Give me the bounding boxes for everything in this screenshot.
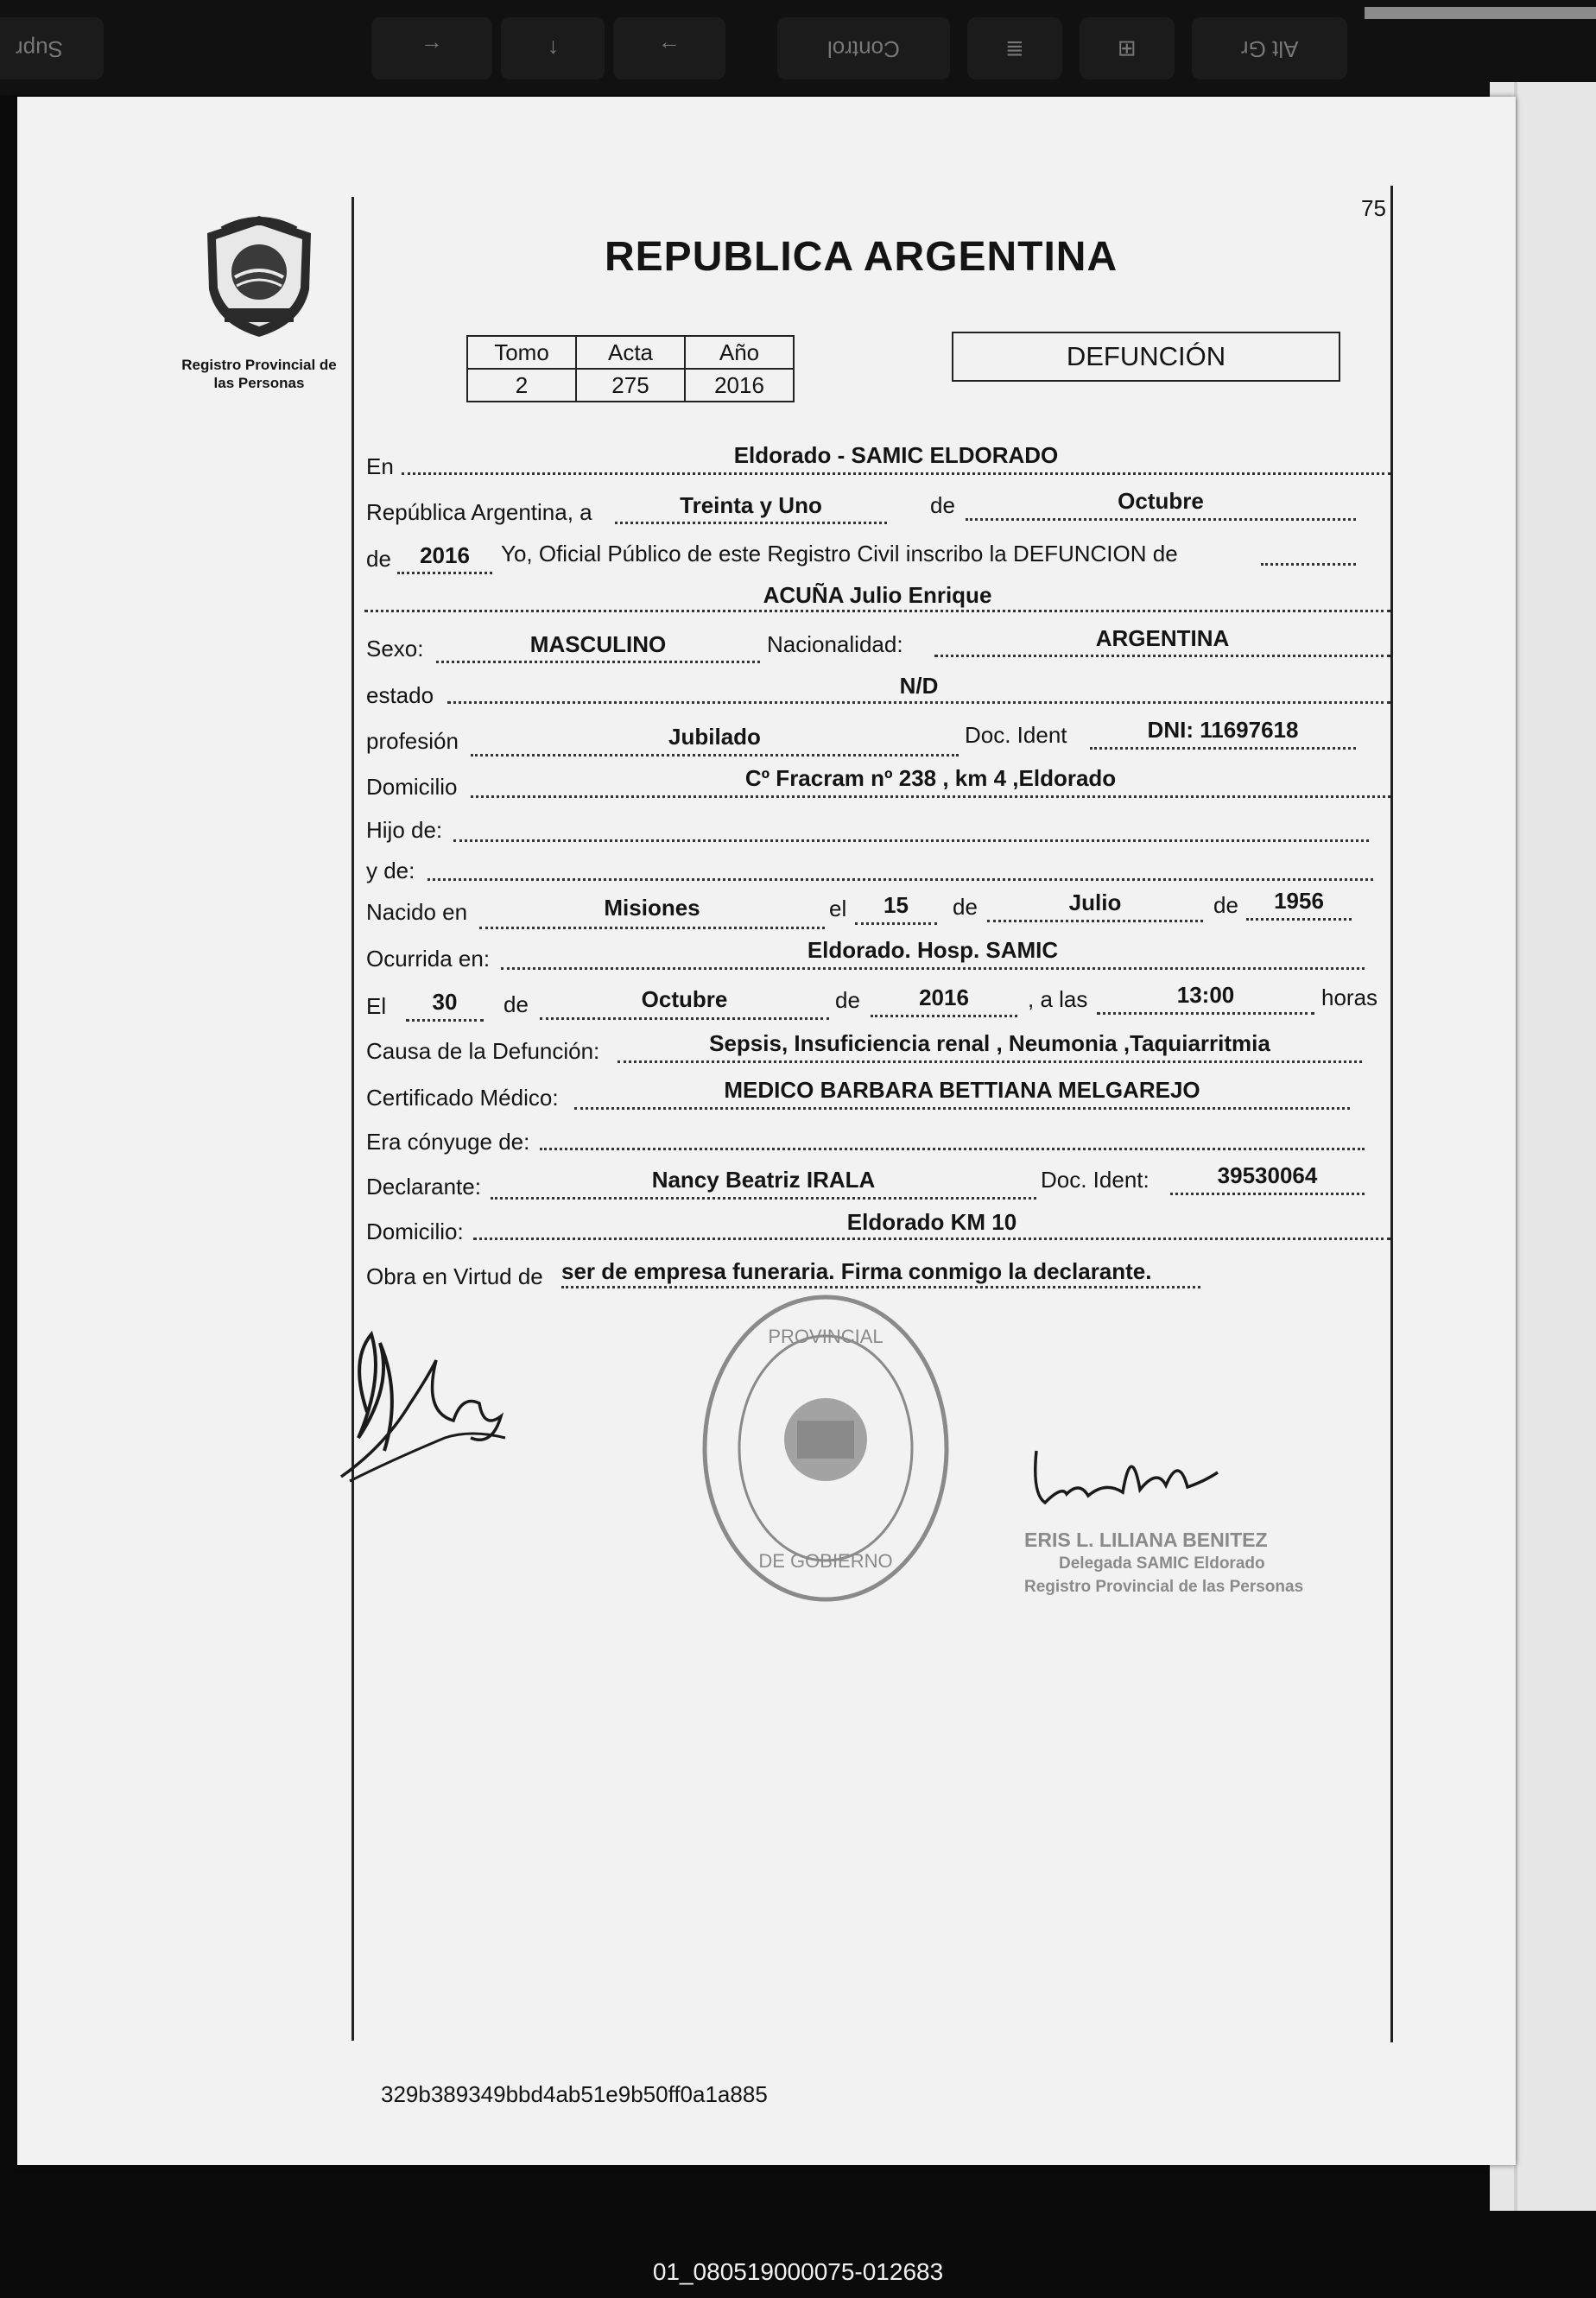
registry-logo: [199, 212, 320, 341]
label-hijo-de: Hijo de:: [366, 817, 443, 843]
line-nacionalidad: [934, 655, 1390, 657]
header-acta: Acta: [576, 336, 685, 369]
line-nac-dia: [855, 922, 937, 925]
record-type: DEFUNCIÓN: [952, 332, 1340, 382]
keyboard-edge: [1365, 7, 1596, 19]
value-fall-anio: 2016: [919, 984, 969, 1010]
line-declarante: [491, 1197, 1036, 1200]
value-nacionalidad: ARGENTINA: [1095, 625, 1230, 651]
value-hora: 13:00: [1176, 982, 1235, 1008]
line-fall-dia: [406, 1019, 484, 1022]
value-decl-doc: 39530064: [1217, 1162, 1318, 1188]
declarant-signature: [332, 1308, 514, 1498]
value-obra: ser de empresa funeraria. Firma conmigo la declarante.: [561, 1258, 1152, 1284]
label-estado: estado: [366, 682, 434, 708]
line-hijo-de: [453, 839, 1369, 842]
misiones-shield-icon: [199, 212, 320, 341]
record-table: [466, 335, 795, 402]
label-doc-ident: Doc. Ident: [965, 722, 1067, 748]
key-supr: Supr: [0, 17, 104, 79]
image-id-footer: 01_080519000075-012683: [652, 2258, 944, 2285]
label-de-nac-mes: de: [953, 894, 978, 920]
key-right: →: [613, 17, 725, 79]
key-control: Control: [777, 17, 950, 79]
svg-text:DE GOBIERNO: DE GOBIERNO: [758, 1550, 893, 1572]
label-a-las: , a las: [1028, 986, 1088, 1012]
line-anio: [397, 572, 492, 574]
label-domicilio: Domicilio: [366, 774, 458, 800]
line-hora: [1097, 1012, 1314, 1015]
official-round-stamp: [698, 1291, 953, 1606]
label-en: En: [366, 453, 394, 479]
value-domicilio: Cº Fracram nº 238 , km 4 ,Eldorado: [744, 765, 1117, 791]
record-table-values: [467, 369, 794, 402]
page-number: 75: [1361, 195, 1386, 221]
value-mes: Octubre: [1118, 488, 1204, 514]
keyboard-background: [0, 0, 1596, 95]
label-de-fall-mes: de: [504, 991, 529, 1017]
label-y-de: y de:: [366, 858, 415, 883]
line-causa: [618, 1060, 1362, 1063]
line-obra: [561, 1286, 1200, 1288]
label-sexo: Sexo:: [366, 636, 424, 662]
key-altgr: Alt Gr: [1192, 17, 1347, 79]
label-el: el: [829, 896, 847, 921]
registry-caption-line1: Registro Provincial de: [181, 357, 337, 373]
line-dni: [1090, 747, 1356, 750]
line-dia: [615, 522, 887, 524]
registry-caption: [168, 356, 350, 392]
label-republica: República Argentina, a: [366, 499, 592, 525]
value-ocurrida-en: Eldorado. Hosp. SAMIC: [807, 937, 1059, 963]
line-domicilio: [471, 795, 1390, 798]
header-tomo: Tomo: [467, 336, 576, 369]
label-obra: Obra en Virtud de: [366, 1263, 543, 1289]
official-signature: [1028, 1434, 1235, 1520]
line-estado: [447, 701, 1390, 704]
line-conyuge: [540, 1148, 1365, 1150]
label-de-mes: de: [930, 492, 955, 518]
document-title: REPUBLICA ARGENTINA: [605, 234, 1118, 280]
key-windows: ⊞: [1080, 17, 1175, 79]
value-dia-texto: Treinta y Uno: [680, 492, 822, 518]
label-horas: horas: [1321, 984, 1378, 1010]
value-causa: Sepsis, Insuficiencia renal , Neumonia ,Taquiarritmia: [709, 1030, 1270, 1056]
line-ocurrida-en: [501, 967, 1365, 970]
label-el-fecha: El: [366, 993, 387, 1019]
value-dni: DNI: 11697618: [1147, 717, 1299, 743]
label-domicilio2: Domicilio:: [366, 1219, 464, 1244]
value-nac-mes: Julio: [1068, 889, 1122, 915]
label-causa: Causa de la Defunción:: [366, 1038, 600, 1064]
svg-text:PROVINCIAL: PROVINCIAL: [768, 1326, 884, 1347]
label-conyuge: Era cónyuge de:: [366, 1129, 530, 1155]
line-certificado: [574, 1107, 1350, 1110]
document-hash: 329b389349bbd4ab51e9b50ff0a1a885: [381, 2081, 768, 2107]
line-y-de: [428, 878, 1373, 881]
value-anio: 2016: [685, 369, 794, 402]
line-nacido-en: [479, 927, 825, 929]
stamp-org: Registro Provincial de las Personas: [1024, 1578, 1304, 1596]
stamp-name: ERIS L. LILIANA BENITEZ: [1024, 1529, 1268, 1551]
line-domicilio2: [473, 1238, 1390, 1240]
line-profesion: [471, 754, 959, 757]
value-lugar: Eldorado - SAMIC ELDORADO: [733, 442, 1059, 468]
registry-caption-line2: las Personas: [213, 375, 305, 391]
document-page: [17, 97, 1516, 2165]
value-declarante: Nancy Beatriz IRALA: [651, 1167, 876, 1193]
official-stamp-text: [1024, 1529, 1303, 1598]
value-nacido-en: Misiones: [604, 895, 700, 921]
label-de-nac-anio: de: [1213, 892, 1238, 918]
value-fall-mes: Octubre: [641, 986, 728, 1012]
line-lugar: [402, 472, 1390, 475]
right-margin-rule: [1390, 186, 1393, 2042]
label-ocurrida-en: Ocurrida en:: [366, 946, 491, 972]
label-profesion: profesión: [366, 728, 459, 754]
label-de-anio: de: [366, 546, 391, 572]
label-nacido-en: Nacido en: [366, 899, 468, 925]
label-de-fall-anio: de: [835, 987, 860, 1013]
label-decl-doc: Doc. Ident:: [1041, 1167, 1150, 1193]
value-acta: 275: [576, 369, 685, 402]
left-margin-rule: [352, 197, 354, 2041]
header-anio: Año: [685, 336, 794, 369]
line-decl-doc: [1170, 1193, 1365, 1195]
value-tomo: 2: [467, 369, 576, 402]
key-up: ↑: [501, 17, 605, 79]
label-nacionalidad: Nacionalidad:: [767, 631, 903, 657]
value-nac-anio: 1956: [1274, 888, 1324, 914]
value-nombre: ACUÑA Julio Enrique: [763, 582, 992, 608]
line-nac-anio: [1246, 918, 1352, 921]
line-nombre: [364, 610, 1390, 612]
line-fall-mes: [540, 1017, 829, 1020]
label-inscribo: Yo, Oficial Público de este Registro Civil inscribo la DEFUNCION de: [501, 541, 1178, 567]
value-certificado: MEDICO BARBARA BETTIANA MELGAREJO: [724, 1077, 1200, 1103]
stamp-role: Delegada SAMIC Eldorado: [1059, 1554, 1265, 1573]
value-estado: N/D: [899, 673, 939, 699]
key-menu: ≣: [967, 17, 1062, 79]
value-sexo: MASCULINO: [529, 631, 667, 657]
value-decl-domicilio: Eldorado KM 10: [846, 1209, 1017, 1235]
value-fall-dia: 30: [432, 989, 458, 1015]
key-left: ←: [371, 17, 492, 79]
line-nac-mes: [987, 920, 1203, 922]
line-sexo: [436, 661, 760, 663]
line-inscribo: [1261, 563, 1356, 566]
value-nac-dia: 15: [884, 892, 909, 918]
value-profesion: Jubilado: [668, 724, 761, 750]
label-certificado: Certificado Médico:: [366, 1085, 559, 1111]
line-mes: [966, 518, 1356, 521]
value-anio: 2016: [420, 542, 470, 568]
label-declarante: Declarante:: [366, 1174, 481, 1200]
record-table-header: [467, 336, 794, 369]
line-fall-anio: [871, 1015, 1017, 1017]
